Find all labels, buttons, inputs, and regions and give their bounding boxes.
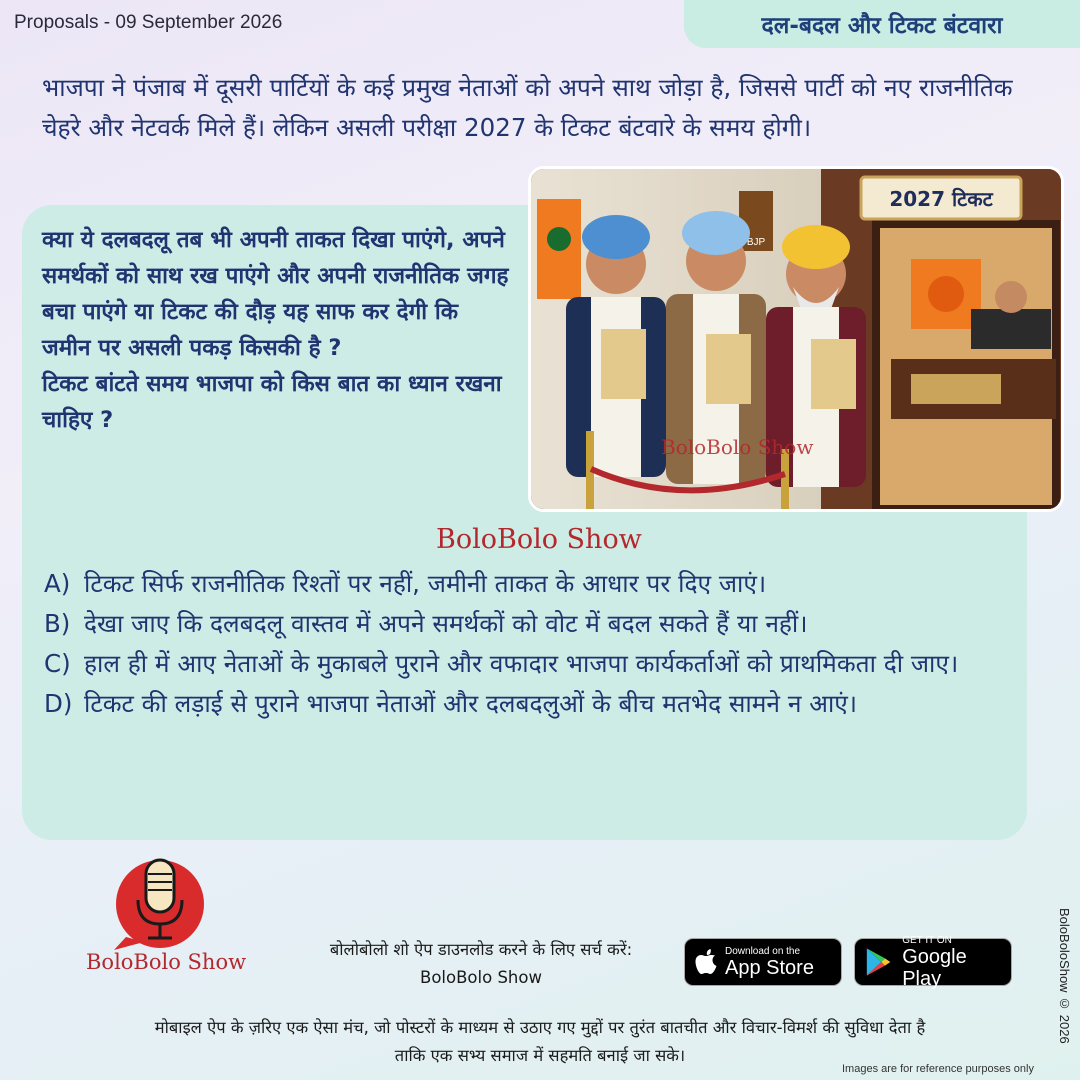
options-list [44,564,1014,724]
brand-watermark: BoloBolo Show [436,524,642,555]
option-text: टिकट सिर्फ राजनीतिक रिश्तों पर नहीं, जमीनी ताकत के आधार पर दिए जाएं। [84,569,767,598]
app-store-small: Download on the [725,945,801,957]
copyright-vertical: BoloBoloShow © 2026 [1057,908,1072,1044]
option-key: A) [44,569,71,598]
logo-name: BoloBolo Show [86,950,247,974]
option-key: C) [44,649,71,678]
illustration-photo [528,166,1064,512]
leaders-illustration [531,169,1061,509]
question-main: क्या ये दलबदलू तब भी अपनी ताकत दिखा पाएंगे, अपने समर्थकों को साथ रख पाएंगे और अपनी राजनीतिक जगह बचा पाएंगे या टिकट की दौड़ यह साफ कर देगी कि जमीन पर असली पकड़ किसकी है ? [42,227,509,361]
topic-tag: दल-बदल और टिकट बंटवारा [684,0,1080,48]
play-store-icon [865,946,892,978]
app-search-name: BoloBolo Show [420,968,542,987]
app-search-info [296,936,666,992]
option-key: B) [44,609,71,638]
option-b [44,604,1014,644]
google-play-big: Google Play [902,945,967,990]
option-c [44,644,1014,684]
ticket-sign: 2027 टिकट [889,187,993,211]
option-text: टिकट की लड़ाई से पुराने भाजपा नेताओं और दलबदलुओं के बीच मतभेद सामने न आएं। [84,689,858,718]
reference-note: Images are for reference purposes only [842,1063,1034,1075]
option-text: हाल ही में आए नेताओं के मुकाबले पुराने और वफादार भाजपा कार्यकर्ताओं को प्राथमिकता दी जाए। [84,649,959,678]
microphone-icon [86,852,246,952]
google-play-button[interactable] [854,934,1012,990]
bjp-plaque: BJP [746,237,766,248]
google-play-small: GET IT ON [902,934,952,946]
option-d [44,684,1014,724]
app-store-big: App Store [725,956,814,979]
option-text: देखा जाए कि दलबदलू वास्तव में अपने समर्थकों को वोट में बदल सकते हैं या नहीं। [84,609,808,638]
question-sub: टिकट बांटते समय भाजपा को किस बात का ध्यान रखना चाहिए ? [42,371,502,433]
question-block [42,222,512,438]
footer-line-1: मोबाइल ऐप के ज़रिए एक ऐसा मंच, जो पोस्टरों के माध्यम से उठाए गए मुद्दों पर तुरंत बातचीत और विचार-विमर्श की सुविधा देता है [154,1018,926,1037]
footer-line-2: ताकि एक सभ्य समाज में सहमति बनाई जा सके। [394,1046,686,1065]
app-store-button[interactable] [684,938,842,986]
app-search-prompt: बोलोबोलो शो ऐप डाउनलोड करने के लिए सर्च करें: [329,940,633,959]
intro-text: भाजपा ने पंजाब में दूसरी पार्टियों के कई प्रमुख नेताओं को अपने साथ जोड़ा है, जिससे पार्टी को नए राजनीतिक चेहरे और नेटवर्क मिले हैं। लेकिन असली परीक्षा 2027 के टिकट बंटवारे के समय होगी। [42,73,1013,142]
footer-text [40,1014,1040,1070]
photo-watermark: BoloBolo Show [661,435,814,459]
date-label: Proposals - 09 September 2026 [14,12,283,33]
option-a [44,564,1014,604]
option-key: D) [44,689,73,718]
apple-logo-icon [695,949,717,975]
